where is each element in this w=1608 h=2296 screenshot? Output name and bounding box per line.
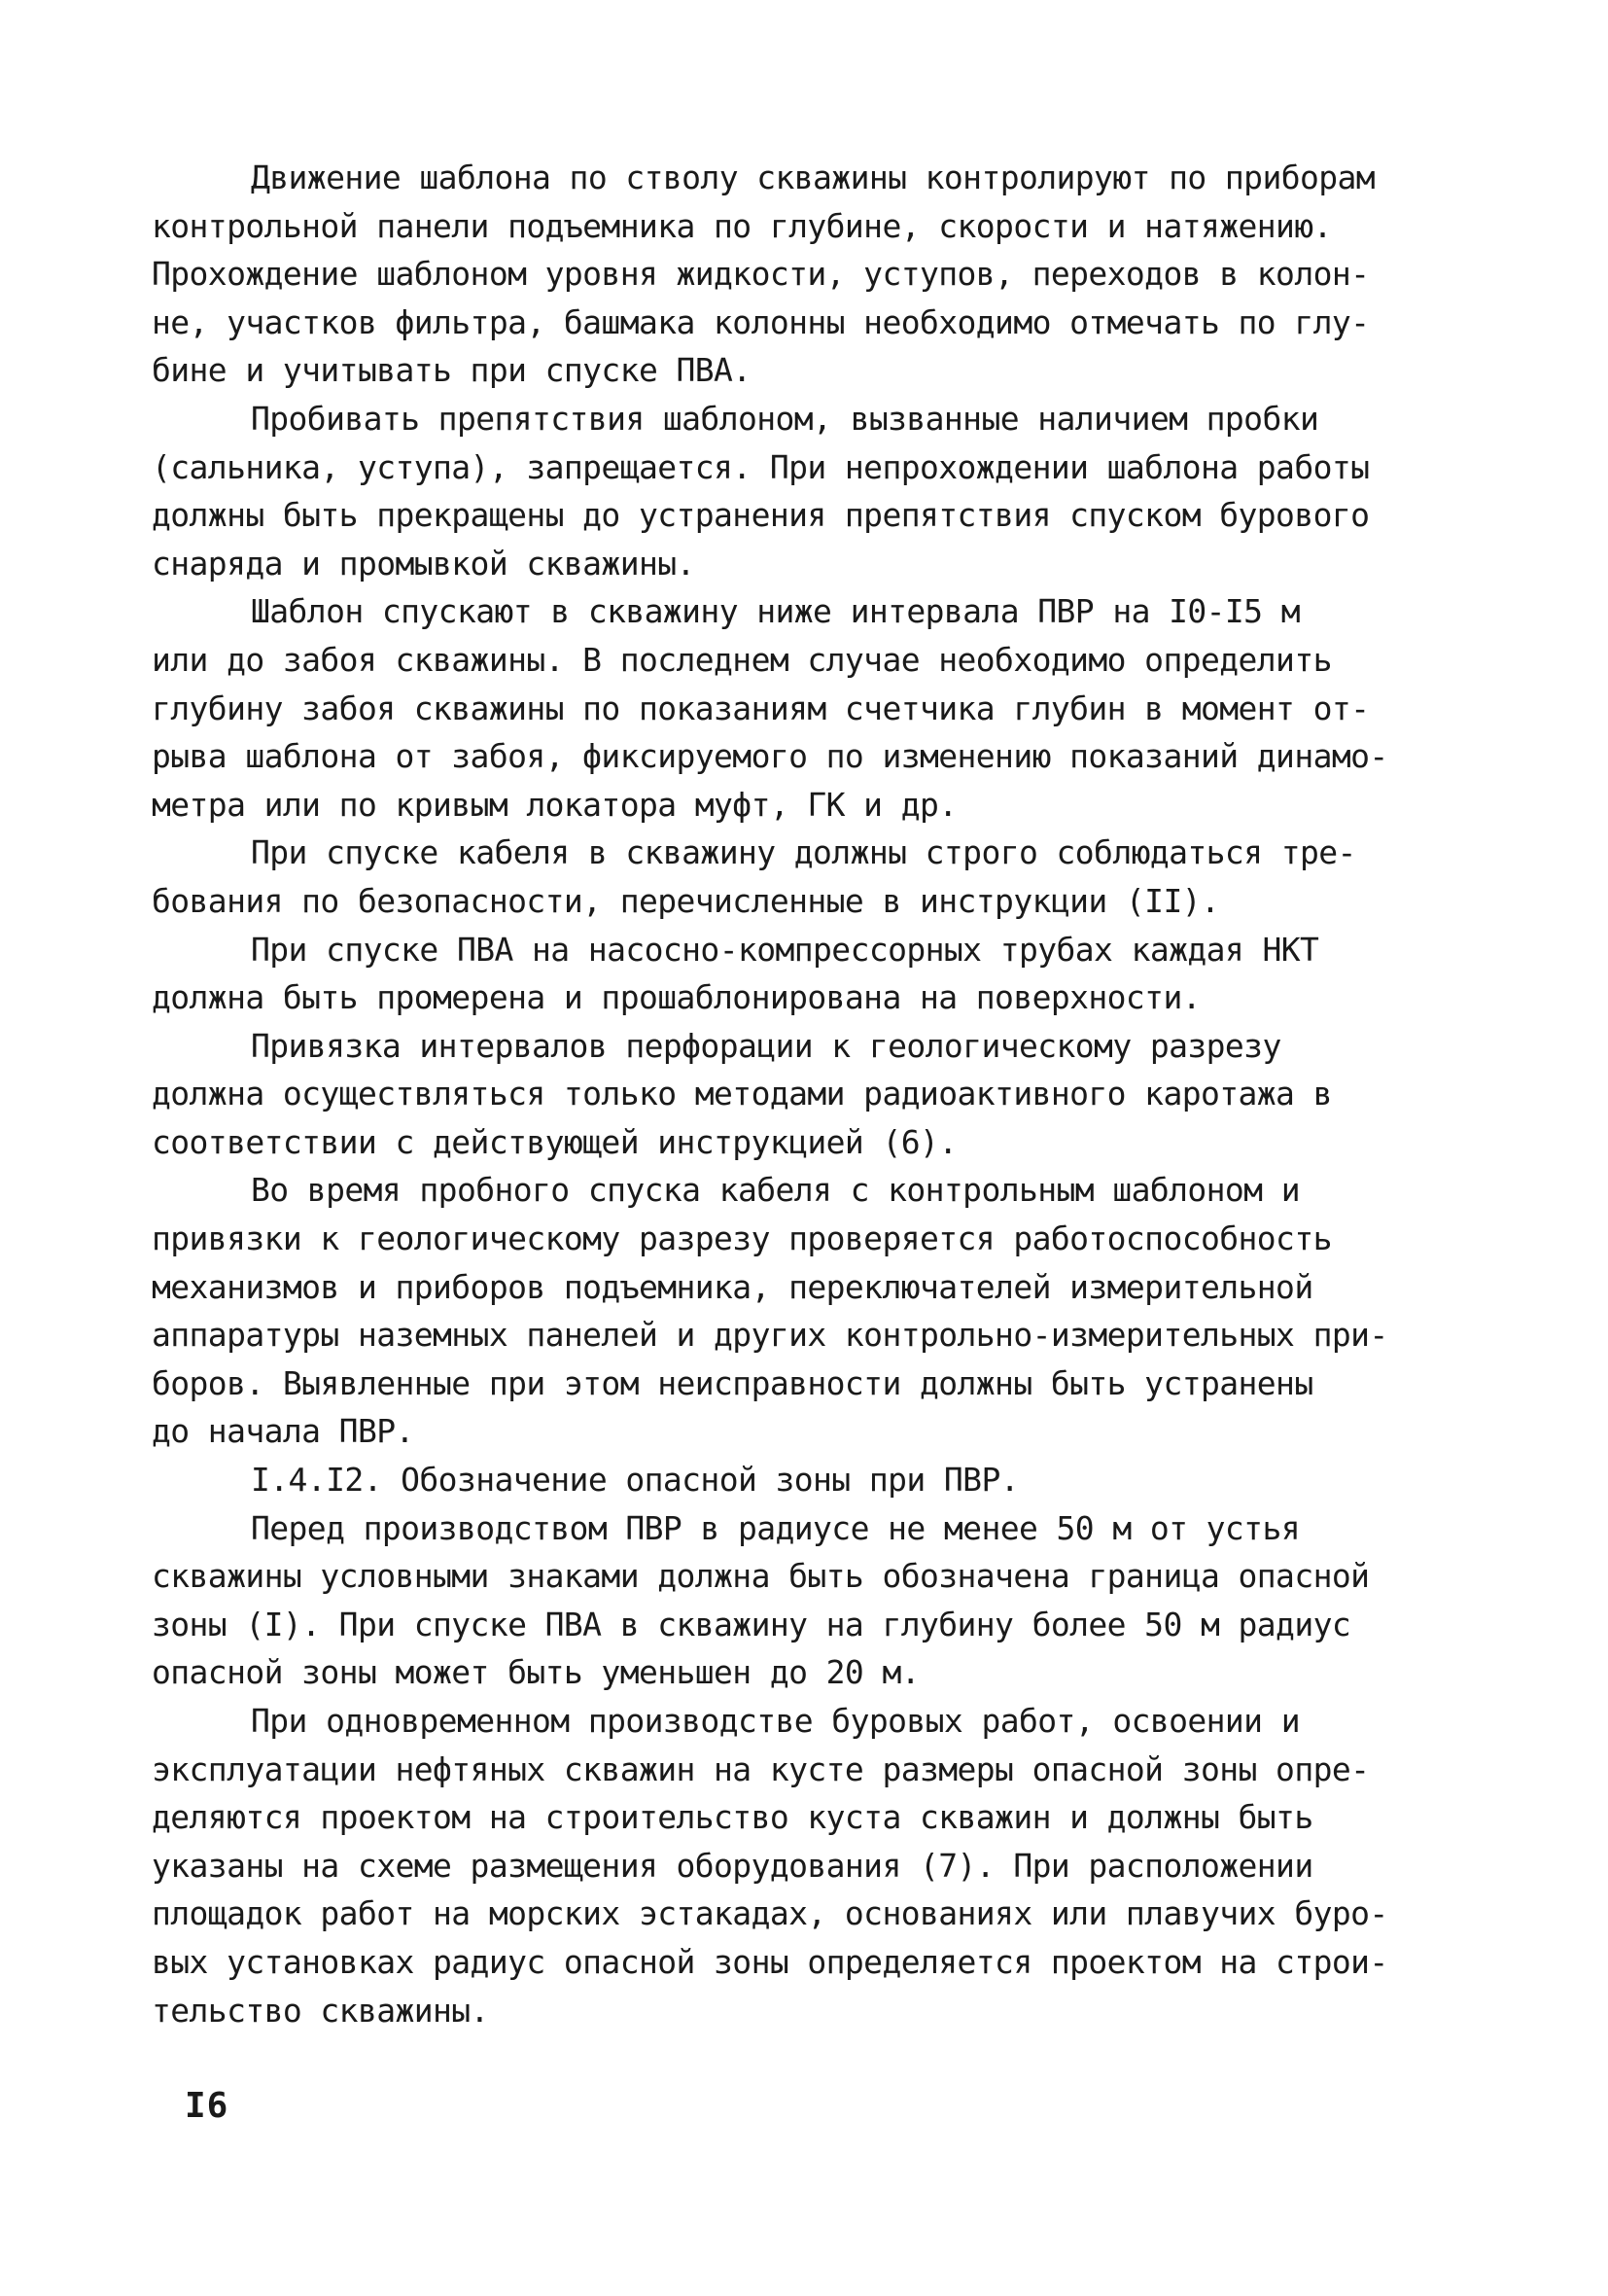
- text-line: Прохождение шаблоном уровня жидкости, уступов, переходов в колон-: [152, 255, 1370, 294]
- text-line: глубину забоя скважины по показаниям счетчика глубин в момент от-: [152, 689, 1370, 727]
- text-line: соответствии с действующей инструкцией (6).: [152, 1122, 958, 1161]
- text-line: указаны на схеме размещения оборудования (7). При расположении: [152, 1846, 1313, 1885]
- text-line: должна осуществляться только методами радиоактивного каротажа в: [152, 1075, 1332, 1113]
- text-line: эксплуатации нефтяных скважин на кусте размеры опасной зоны опре-: [152, 1749, 1370, 1788]
- text-line: При спуске кабеля в скважину должны строго соблюдаться тре-: [251, 833, 1356, 872]
- text-line: снаряда и промывкой скважины.: [152, 544, 695, 583]
- text-line: не, участков фильтра, башмака колонны необходимо отмечать по глу-: [152, 302, 1370, 341]
- text-line: должны быть прекращены до устранения препятствия спуском бурового: [152, 496, 1370, 535]
- body-text: [152, 154, 1464, 2034]
- text-line: до начала ПВР.: [152, 1412, 414, 1451]
- text-line: Привязка интервалов перфорации к геологическому разрезу: [251, 1026, 1281, 1065]
- text-line: тельство скважины.: [152, 1991, 489, 2030]
- text-line: скважины условными знаками должна быть обозначена граница опасной: [152, 1557, 1370, 1596]
- text-line: Движение шаблона по стволу скважины контролируют по приборам: [251, 159, 1376, 196]
- text-line: При одновременном производстве буровых работ, освоении и: [251, 1702, 1300, 1740]
- text-line: или до забоя скважины. В последнем случае необходимо определить: [152, 640, 1332, 679]
- text-line: вых установках радиус опасной зоны определяется проектом на строи-: [152, 1942, 1388, 1981]
- text-line: При спуске ПВА на насосно-компрессорных трубах каждая НКТ: [251, 930, 1319, 969]
- text-line: Шаблон спускают в скважину ниже интервала ПВР на I0-I5 м: [251, 592, 1300, 631]
- text-line: контрольной панели подъемника по глубине, скорости и натяжению.: [152, 206, 1332, 245]
- text-line: (сальника, уступа), запрещается. При непрохождении шаблона работы: [152, 447, 1370, 486]
- text-line: Пробивать препятствия шаблоном, вызванные наличием пробки: [251, 399, 1319, 438]
- text-line: бине и учитывать при спуске ПВА.: [152, 351, 752, 390]
- text-line: рыва шаблона от забоя, фиксируемого по изменению показаний динамо-: [152, 737, 1388, 776]
- text-line: площадок работ на морских эстакадах, основаниях или плавучих буро-: [152, 1894, 1388, 1933]
- text-line: должна быть промерена и прошаблонирована на поверхности.: [152, 978, 1201, 1017]
- text-line: аппаратуры наземных панелей и других контрольно-измерительных при-: [152, 1316, 1388, 1355]
- text-line: Перед производством ПВР в радиусе не менее 50 м от устья: [251, 1508, 1300, 1547]
- text-line: механизмов и приборов подъемника, переключателей измерительной: [152, 1267, 1313, 1306]
- page-number: I6: [185, 2086, 229, 2126]
- text-line: опасной зоны может быть уменьшен до 20 м.: [152, 1653, 920, 1692]
- text-line: зоны (I). При спуске ПВА в скважину на глубину более 50 м радиус: [152, 1605, 1351, 1643]
- text-line: привязки к геологическому разрезу проверяется работоспособность: [152, 1219, 1332, 1258]
- text-line: I.4.I2. Обозначение опасной зоны при ПВР.: [251, 1461, 1019, 1500]
- text-line: бования по безопасности, перечисленные в инструкции (II).: [152, 881, 1220, 920]
- text-line: метра или по кривым локатора муфт, ГК и др.: [152, 785, 958, 824]
- text-line: Во время пробного спуска кабеля с контрольным шаблоном и: [251, 1171, 1300, 1210]
- text-line: боров. Выявленные при этом неисправности должны быть устранены: [152, 1363, 1313, 1402]
- text-line: деляются проектом на строительство куста скважин и должны быть: [152, 1798, 1313, 1837]
